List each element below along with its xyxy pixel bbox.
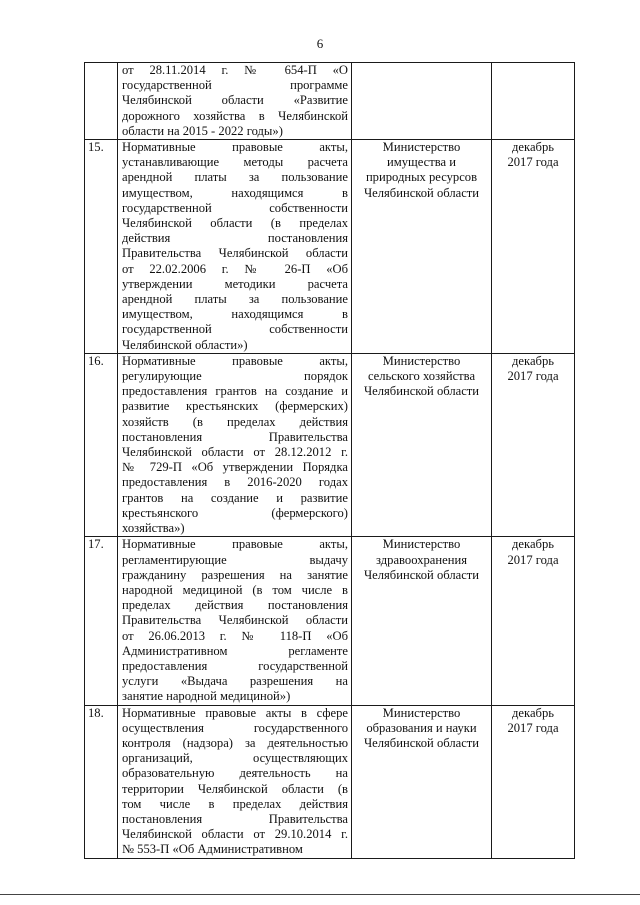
deadline-cell [492, 63, 575, 140]
description-line: от 26.06.2013 г. № 118-П «Об [122, 628, 348, 643]
description-line: услуги «Выдача разрешения на [122, 674, 348, 689]
description-line: пределах действия постановления [122, 598, 348, 613]
responsible-line: Челябинской области [363, 384, 480, 399]
description-line: имуществом, находящимся в [122, 307, 348, 322]
description-line: развитие крестьянских (фермерских) [122, 399, 348, 414]
deadline-line: 2017 года [507, 155, 559, 170]
deadline-line: декабрь [512, 140, 554, 155]
description-line: действия постановления [122, 231, 348, 246]
responsible-line: Челябинской области [363, 735, 480, 750]
deadline-line: 2017 года [507, 552, 559, 567]
table-body [85, 63, 575, 859]
description-line: предоставления грантов на создание и [122, 384, 348, 399]
description-line: имуществом, находящимся в [122, 185, 348, 200]
deadline-line: 2017 года [507, 720, 559, 735]
description-line: крестьянского (фермерского) [122, 505, 348, 520]
act-description-cell [118, 353, 352, 536]
description-line: народной медициной (в том числе в [122, 582, 348, 597]
responsible-line: сельского хозяйства [367, 369, 476, 384]
description-line: предоставления в 2016-2020 годах [122, 475, 348, 490]
description-line: организаций, осуществляющих [122, 751, 348, 766]
description-line: № 553-П «Об Административном [122, 842, 303, 857]
responsible-line: Министерство [382, 353, 461, 368]
description-line: утверждении методики расчета [122, 276, 348, 291]
description-line: Административном регламенте [122, 643, 348, 658]
description-line: дорожного хозяйства в Челябинской [122, 108, 348, 123]
act-description-cell [118, 140, 352, 354]
deadline-line: декабрь [512, 705, 554, 720]
deadline-line: декабрь [512, 353, 554, 368]
responsible-cell [352, 705, 492, 858]
description-line: государственной собственности [122, 200, 348, 215]
responsible-cell [352, 353, 492, 536]
table-row [85, 537, 575, 705]
description-line: постановления Правительства [122, 811, 348, 826]
page-bottom-border [0, 894, 640, 895]
deadline-cell [492, 140, 575, 354]
row-number-cell [85, 63, 118, 140]
description-line: Правительства Челябинской области [122, 613, 348, 628]
description-line: Нормативные правовые акты в сфере [122, 705, 348, 720]
responsible-line: имущества и [387, 155, 456, 170]
responsible-cell [352, 140, 492, 354]
description-line: арендной платы за пользование [122, 292, 348, 307]
row-number-cell: 16. [85, 353, 118, 536]
description-line: Челябинской области») [122, 337, 248, 352]
responsible-cell [352, 537, 492, 705]
table-row [85, 63, 575, 140]
description-line: занятие народной медициной») [122, 689, 291, 704]
description-line: от 22.02.2006 г. № 26-П «Об [122, 261, 348, 276]
description-line: предоставления государственной [122, 658, 348, 673]
description-line: устанавливающие методы расчета [122, 155, 348, 170]
row-number-cell: 18. [85, 705, 118, 858]
responsible-line: здравоохранения [376, 552, 467, 567]
description-line: постановления Правительства [122, 429, 348, 444]
description-line: государственной собственности [122, 322, 348, 337]
description-line: от 28.11.2014 г. № 654-П «О [122, 63, 348, 77]
description-line: области на 2015 - 2022 годы») [122, 123, 283, 138]
description-line: образовательную деятельность на [122, 766, 348, 781]
table-row [85, 705, 575, 858]
act-description-cell [118, 63, 352, 140]
description-line: Челябинской области (в пределах [122, 216, 348, 231]
table-row [85, 353, 575, 536]
responsible-line: Челябинской области [363, 185, 480, 200]
responsible-cell [352, 63, 492, 140]
description-line: Челябинской области от 28.12.2012 г. [122, 445, 348, 460]
responsible-line: Министерство [382, 537, 461, 552]
deadline-line: 2017 года [507, 369, 559, 384]
description-line: гражданину разрешения на занятие [122, 567, 348, 582]
row-number-cell: 17. [85, 537, 118, 705]
responsible-line: Челябинской области [363, 567, 480, 582]
deadline-cell [492, 705, 575, 858]
description-line: Правительства Челябинской области [122, 246, 348, 261]
description-line: хозяйства») [122, 521, 185, 536]
page-number: 6 [316, 36, 324, 51]
description-line: хозяйств (в пределах действия [122, 414, 348, 429]
description-line: контроля (надзора) за деятельностью [122, 735, 348, 750]
act-description-cell [118, 537, 352, 705]
deadline-line: декабрь [512, 537, 554, 552]
description-line: Челябинской области «Развитие [122, 93, 348, 108]
description-line: Нормативные правовые акты, [122, 537, 348, 552]
row-number-cell: 15. [85, 140, 118, 354]
description-line: Нормативные правовые акты, [122, 140, 348, 155]
description-line: осуществления государственного [122, 720, 348, 735]
deadline-cell [492, 353, 575, 536]
description-line: Челябинской области от 29.10.2014 г. [122, 827, 348, 842]
responsible-line: Министерство [382, 140, 461, 155]
description-line: регламентирующие выдачу [122, 552, 348, 567]
act-description-cell [118, 705, 352, 858]
responsible-line: Министерство [382, 705, 461, 720]
description-line: арендной платы за пользование [122, 170, 348, 185]
description-line: территории Челябинской области (в [122, 781, 348, 796]
description-line: государственной программе [122, 78, 348, 93]
description-line: грантов на создание и развитие [122, 490, 348, 505]
description-line: Нормативные правовые акты, [122, 353, 348, 368]
table-row [85, 140, 575, 354]
deadline-cell [492, 537, 575, 705]
description-line: том числе в пределах действия [122, 796, 348, 811]
description-line: № 729-П «Об утверждении Порядка [122, 460, 348, 475]
responsible-line: образования и науки [366, 720, 477, 735]
description-line: регулирующие порядок [122, 369, 348, 384]
plan-table [84, 62, 575, 859]
responsible-line: природных ресурсов [365, 170, 478, 185]
